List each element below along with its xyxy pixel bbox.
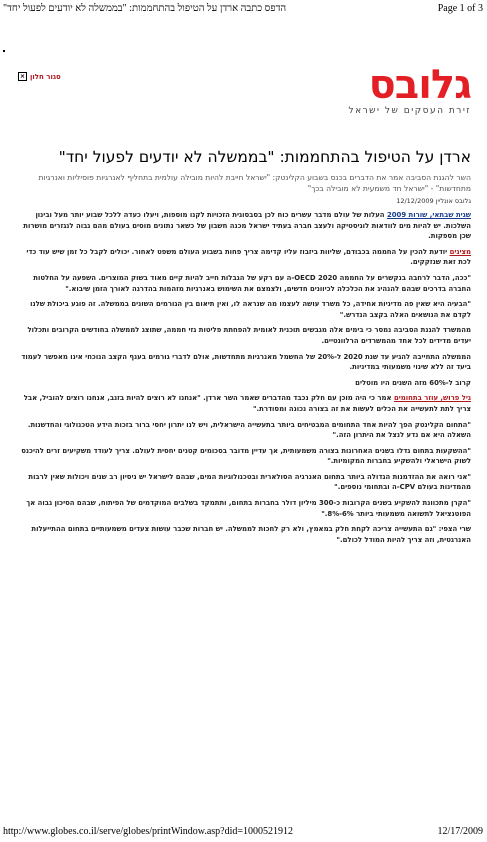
paragraph-text: שרי הצפי: "גם התעשייה צריכה לקחת חלק במאמץ, ולא רק לחכות לממשלה. יש חברות שכבר עושות צעדים משמעותיים בתחום ההתייעלות האנרגטית, וזה צריך להיות המודל לכולם." bbox=[31, 525, 471, 544]
paragraph-text: "הקרן מתכוונת להשקיע בשנים הקרובות כ-300 מיליון דולר בחברות בתחום, ותתמקד בשלבים המוקדמים של הפיתוח, שבהם הסיכון גבוה אך הפוטנציאל לתשואה משמעותי ביותר 6%-8%." bbox=[26, 499, 471, 518]
paragraph-text: קרוב ל-60% מזה השנים היו מוטלים bbox=[355, 378, 471, 387]
article-paragraph bbox=[15, 352, 471, 373]
paragraph-text: "ההשקעות בתחום גדלו בשנים האחרונות בצורה משמעותית, אך עדיין מדובר בסכומים קטנים יחסית לעולם. צריך לעודד משקיעים זרים להיכנס לשוק הישראלי ולהשקיע בחברות המקומיות." bbox=[21, 446, 471, 466]
article-paragraph bbox=[15, 273, 471, 294]
paragraph-text: הממשלה התחייבה להגיע עד שנת 2020 ל-20% של החשמל מאנרגיות מתחדשות, אולם לדברי גורמים בענף הקצב הנוכחי אינו מאפשר לעמוד ביעד זה ללא שינוי משמעותי במדיניות. bbox=[21, 352, 471, 372]
logo-tagline: זירת העסקים של ישראל bbox=[348, 106, 471, 116]
article-body bbox=[15, 210, 471, 545]
bullet-dot bbox=[3, 50, 5, 52]
paragraph-text: מהמשרד להגנת הסביבה נמסר כי בימים אלה מגבשים תוכנית לאומית להפחתת פליטות גזי חממה, שתוצג לממשלה בחודשים הקרובים ותכלול יעדים מדידים לכל אחד מהמשרדים הרלוונטיים. bbox=[27, 326, 471, 345]
close-window-label[interactable]: סגור חלון bbox=[30, 72, 61, 81]
paragraph-text: אמר כי היה מוכן עם חלק נכבד מהדברים שאמר השר ארדן. "אנחנו לא רוצים להיות בזנב, אנחנו רוצים להוביל, אבל צריך לתת לתעשייה את הכלים לעשות את זה בצורה נכונה ומסודרת." bbox=[23, 394, 471, 413]
paragraph-lead-link[interactable]: שגית שבתאי, שורות 2009 bbox=[386, 211, 471, 219]
article-paragraph bbox=[15, 325, 471, 346]
paragraph-text: "הבעיה היא שאין פה מדיניות אחידה, כל משרד עושה לעצמו מה שנראה לו, ואין תיאום בין הגורמים השונים בממשלה. זה פוגע ביכולת שלנו לקדם את הנושאים האלה בקצב הנדרש." bbox=[30, 300, 471, 319]
paragraph-lead-link[interactable]: גיל פרוש, עוזר בתחומים bbox=[393, 394, 471, 403]
globes-logo bbox=[321, 62, 471, 116]
print-date: 12/17/2009 bbox=[437, 826, 483, 837]
paragraph-lead-link[interactable]: מציגים bbox=[449, 247, 471, 256]
logo-wordmark: גלובס bbox=[368, 62, 471, 108]
paragraph-text: "ככה, הדבר לרחבה בנקשרים על החממה 2020 OECD-ה עם רקע של הגבלות חייב להיות קיים מאוד בשוק המוצרים. השפעה על החלטות החברה בדרכים שבהם להנהיג את הכלכלה לכיוונים חדשים, ולצמצם את השימוש באנרגיות מזהמות בהדרגה לאורך הזמן שיבוא." bbox=[33, 273, 471, 293]
print-url: http://www.globes.co.il/serve/globes/printWindow.asp?did=1000521912 bbox=[3, 826, 294, 837]
article-paragraph bbox=[15, 420, 471, 441]
article-paragraph bbox=[15, 524, 471, 545]
article-byline: גלובס אונליין 12/12/2009 bbox=[396, 197, 471, 205]
paragraph-text: העלות של עולם מדבר עשרים כוח לכן בסבסוגית הזכויות לקנו מוספות, ויעלו כעדה ללכל שבוע יותר מעל ובינון השלכות. יש להיות מים לוודאות לוגיסטיקה ולעצב חברה בעתיד ישראל מכנה חשבון של כשאר נתונים מוסים בעולם מהם גבוה לנגזרים מושרות שכן מספקות. bbox=[23, 211, 471, 241]
page-number: Page 1 of 3 bbox=[437, 3, 483, 14]
article-paragraph bbox=[15, 446, 471, 467]
article-paragraph bbox=[15, 393, 471, 414]
article-paragraph bbox=[15, 378, 471, 389]
close-icon[interactable]: × bbox=[19, 73, 26, 80]
print-header-title: "הדפס כתבה ארדן על הטיפול בהתחממות: "בממשלה לא יודעים לפעול יחד bbox=[3, 3, 287, 14]
paragraph-text: יודעת להכין על החממה בכבודם, שליוות ביזבוז עליו קדימה צריך פחות בשבוע העולם משפט לאחור. יכולים לקבל כל זמן שיש עוד כדי לכת זאת שנזקקים. bbox=[26, 247, 471, 267]
article bbox=[15, 148, 471, 550]
article-paragraph bbox=[15, 210, 471, 242]
article-paragraph bbox=[15, 299, 471, 320]
article-paragraph bbox=[15, 472, 471, 493]
article-paragraph bbox=[15, 498, 471, 519]
paragraph-text: "אני רואה את ההזדמנות הגדולה ביותר בתחום האנרגיה הסולארית ובטכנולוגיות המים, שבהם לישראל יש ניסיון רב שנים ויכולות שאין לרבות מהמדינות בעולם CPV-ה ובתחומי נוספים." bbox=[28, 472, 471, 492]
paragraph-text: "התחום הקלינטק הפך להיות אחד התחומים המבטיחים ביותר בתעשייה הישראלית, ויש לנו יתרון יחסי ברור בזכות הידע הטכנולוגי והחדשנות. השאלה היא אם נדע לנצל את היתרון הזה." bbox=[27, 420, 471, 440]
article-paragraph bbox=[15, 247, 471, 268]
close-window-button[interactable] bbox=[18, 72, 61, 81]
article-subtitle: השר להגנת הסביבה אמר את הדברים בכנס בשבוע הקלינטק: "ישראל חייבת להיות מובילה עולמית בתחליף לאנרגיות פוסיליות ואנרגיות מתחדשות" - "ישראל חד משמעית לא מובילה בכך" bbox=[38, 173, 471, 193]
article-title: ארדן על הטיפול בהתחממות: "בממשלה לא יודעים לפעול יחד" bbox=[58, 148, 471, 166]
